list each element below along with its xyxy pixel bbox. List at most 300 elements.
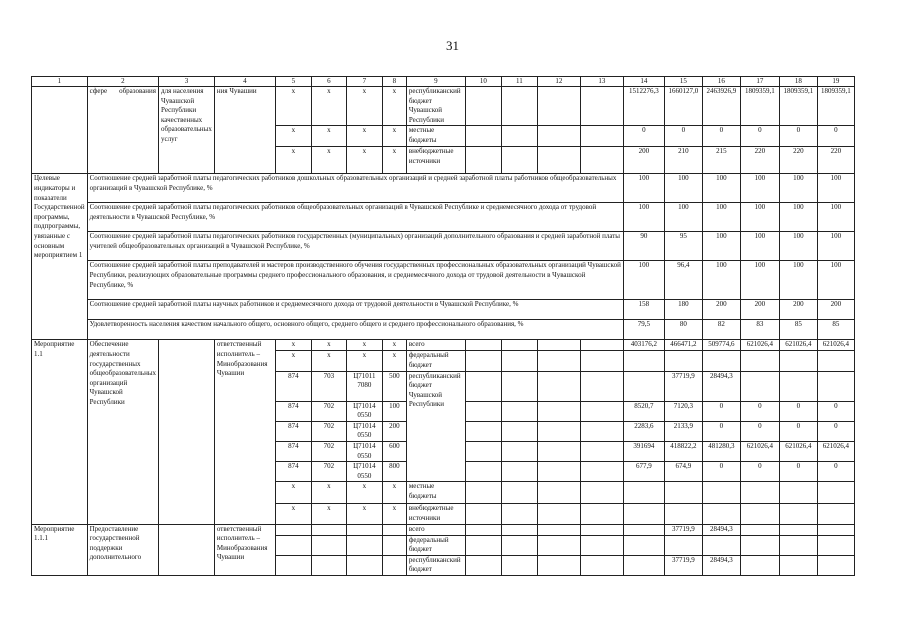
empty-cell <box>465 504 501 524</box>
indicator-text: Соотношение средней заработной платы педагогических работников дошкольных образовательных организаций и средней заработной платы работников общеобразовательных организаций в Чувашской Республике, % <box>87 174 623 203</box>
value-cell: 37719,9 <box>664 524 702 535</box>
empty-cell <box>537 87 580 126</box>
table-row <box>32 203 855 232</box>
measure-name: Предоставление государственной поддержки дополнительного <box>87 524 158 575</box>
empty-cell <box>501 524 537 535</box>
value-cell <box>623 504 664 524</box>
empty-cell <box>580 535 623 555</box>
value-cell: 100 <box>817 261 854 300</box>
value-cell <box>779 371 817 401</box>
budget-code: Ц71014 0550 <box>346 421 382 441</box>
value-cell: 100 <box>740 174 779 203</box>
budget-table <box>31 76 855 576</box>
value-cell: 100 <box>623 174 664 203</box>
empty-cell <box>580 441 623 461</box>
budget-code: 800 <box>382 462 406 482</box>
table-row <box>32 340 855 351</box>
column-number: 16 <box>702 77 740 87</box>
table-row <box>32 77 855 87</box>
empty-cell <box>465 441 501 461</box>
measure-name: Обеспечение деятельности государственных общеобразовательных организаций Чувашской Республики <box>87 340 158 524</box>
empty-cell <box>580 126 623 147</box>
empty-cell <box>465 555 501 575</box>
value-cell: 28494,3 <box>702 371 740 401</box>
value-cell: 621026,4 <box>779 340 817 351</box>
value-cell: 85 <box>817 320 854 340</box>
measure-label: Мероприятие 1.1.1 <box>32 524 88 575</box>
column-number: 7 <box>346 77 382 87</box>
value-cell <box>817 371 854 401</box>
value-cell: 1809359,1 <box>817 87 854 126</box>
budget-code: Ц71014 0550 <box>346 441 382 461</box>
empty-cell <box>580 340 623 351</box>
value-cell: 28494,3 <box>702 555 740 575</box>
value-cell: 0 <box>623 126 664 147</box>
value-cell <box>779 504 817 524</box>
budget-code: x <box>346 340 382 351</box>
value-cell <box>817 351 854 371</box>
empty-cell <box>537 401 580 421</box>
value-cell: 0 <box>779 421 817 441</box>
empty-cell <box>501 371 537 401</box>
funding-source: республиканский бюджет Чувашской Республики <box>406 87 465 126</box>
executor: ния Чувашии <box>214 87 275 174</box>
value-cell: 1660127,0 <box>664 87 702 126</box>
column-number: 8 <box>382 77 406 87</box>
empty-cell <box>465 401 501 421</box>
value-cell <box>740 351 779 371</box>
column-number: 2 <box>87 77 158 87</box>
value-cell: 95 <box>664 232 702 261</box>
executor: ответственный исполнитель – Минобразования Чувашии <box>214 340 275 524</box>
empty-cell <box>580 504 623 524</box>
empty-cell <box>465 462 501 482</box>
empty-cell <box>465 421 501 441</box>
value-cell <box>740 504 779 524</box>
empty-cell <box>537 126 580 147</box>
empty-cell <box>501 401 537 421</box>
measure-label: Мероприятие 1.1 <box>32 340 88 524</box>
empty-cell <box>501 535 537 555</box>
budget-code: x <box>275 126 311 147</box>
value-cell: 466471,2 <box>664 340 702 351</box>
value-cell: 100 <box>702 232 740 261</box>
value-cell: 1809359,1 <box>779 87 817 126</box>
budget-code: 874 <box>275 371 311 401</box>
value-cell: 220 <box>779 147 817 174</box>
budget-code: x <box>275 87 311 126</box>
budget-code: 500 <box>382 371 406 401</box>
empty-cell <box>465 87 501 126</box>
empty-cell <box>501 147 537 174</box>
budget-code: 100 <box>382 401 406 421</box>
empty-cell <box>537 371 580 401</box>
value-cell: 8520,7 <box>623 401 664 421</box>
budget-code: 200 <box>382 421 406 441</box>
empty-cell <box>311 555 346 575</box>
executor: ответственный исполнитель – Минобразования Чувашии <box>214 524 275 575</box>
funding-source: местные бюджеты <box>406 126 465 147</box>
column-number: 3 <box>159 77 215 87</box>
budget-code: x <box>382 87 406 126</box>
value-cell: 200 <box>702 300 740 320</box>
empty-cell <box>501 340 537 351</box>
value-cell <box>779 535 817 555</box>
table-row <box>32 524 855 535</box>
empty-cell <box>501 126 537 147</box>
empty-cell <box>32 87 88 174</box>
value-cell: 100 <box>664 174 702 203</box>
value-cell: 509774,6 <box>702 340 740 351</box>
value-cell <box>779 482 817 504</box>
budget-code: x <box>275 482 311 504</box>
budget-code: x <box>382 147 406 174</box>
empty-cell <box>537 441 580 461</box>
value-cell <box>740 524 779 535</box>
empty-cell <box>580 351 623 371</box>
empty-cell <box>580 524 623 535</box>
empty-cell <box>465 351 501 371</box>
value-cell: 100 <box>779 203 817 232</box>
budget-code: Ц71014 0550 <box>346 462 382 482</box>
empty-cell <box>275 535 311 555</box>
column-number: 11 <box>501 77 537 87</box>
budget-code: Ц71011 7080 <box>346 371 382 401</box>
budget-code: x <box>346 87 382 126</box>
value-cell <box>779 524 817 535</box>
value-cell: 0 <box>702 126 740 147</box>
value-cell: 2283,6 <box>623 421 664 441</box>
empty-cell <box>501 441 537 461</box>
funding-source: федеральный бюджет <box>406 535 465 555</box>
value-cell: 90 <box>623 232 664 261</box>
budget-code: x <box>311 147 346 174</box>
column-number: 17 <box>740 77 779 87</box>
empty-cell <box>501 87 537 126</box>
budget-code: x <box>346 504 382 524</box>
budget-code: x <box>311 340 346 351</box>
empty-cell <box>346 535 382 555</box>
value-cell: 100 <box>779 174 817 203</box>
value-cell: 0 <box>817 462 854 482</box>
value-cell <box>817 482 854 504</box>
value-cell: 0 <box>702 421 740 441</box>
empty-cell <box>311 524 346 535</box>
empty-cell <box>501 555 537 575</box>
empty-cell <box>382 555 406 575</box>
value-cell <box>740 535 779 555</box>
budget-code: x <box>382 126 406 147</box>
value-cell: 0 <box>664 126 702 147</box>
empty-cell <box>501 482 537 504</box>
empty-cell <box>501 462 537 482</box>
empty-cell <box>465 371 501 401</box>
value-cell: 100 <box>817 232 854 261</box>
value-cell <box>817 555 854 575</box>
empty-cell <box>537 555 580 575</box>
budget-code: x <box>346 351 382 371</box>
value-cell: 200 <box>623 147 664 174</box>
indicator-text: Соотношение средней заработной платы преподавателей и мастеров производственного обучения государственных профессиональных образовательных организаций Чувашской Республики, реализующих образовательные программы среднего профессионального образования, и среднемесячного дохода от трудовой деятельности в Чувашской Республике, % <box>87 261 623 300</box>
indicator-text: Соотношение средней заработной платы педагогических работников государственных (муниципальных) организаций дополнительного образования и средней заработной платы учителей общеобразовательных организаций в Чувашской Республике, % <box>87 232 623 261</box>
value-cell: 37719,9 <box>664 555 702 575</box>
value-cell <box>740 555 779 575</box>
value-cell: 100 <box>702 261 740 300</box>
value-cell: 100 <box>623 203 664 232</box>
value-cell: 677,9 <box>623 462 664 482</box>
value-cell <box>817 504 854 524</box>
value-cell <box>664 351 702 371</box>
empty-cell <box>580 147 623 174</box>
empty-cell <box>382 524 406 535</box>
value-cell: 82 <box>702 320 740 340</box>
value-cell: 0 <box>702 401 740 421</box>
empty-cell <box>159 524 215 575</box>
value-cell: 100 <box>664 203 702 232</box>
budget-code: Ц71014 0550 <box>346 401 382 421</box>
empty-cell <box>501 504 537 524</box>
column-number: 1 <box>32 77 88 87</box>
value-cell: 0 <box>779 126 817 147</box>
empty-cell <box>465 524 501 535</box>
budget-code: x <box>382 482 406 504</box>
value-cell: 0 <box>740 462 779 482</box>
value-cell: 220 <box>740 147 779 174</box>
budget-code: 874 <box>275 441 311 461</box>
value-cell: 0 <box>702 462 740 482</box>
budget-code: x <box>382 504 406 524</box>
column-number: 9 <box>406 77 465 87</box>
empty-cell <box>537 147 580 174</box>
table-row <box>32 87 855 126</box>
budget-code: x <box>346 126 382 147</box>
empty-cell <box>537 351 580 371</box>
table-row <box>32 320 855 340</box>
budget-code: 874 <box>275 462 311 482</box>
empty-cell <box>580 421 623 441</box>
value-cell: 621026,4 <box>817 340 854 351</box>
value-cell: 418822,2 <box>664 441 702 461</box>
value-cell <box>740 482 779 504</box>
value-cell: 158 <box>623 300 664 320</box>
empty-cell <box>275 555 311 575</box>
empty-cell <box>580 462 623 482</box>
value-cell: 1809359,1 <box>740 87 779 126</box>
value-cell: 0 <box>779 401 817 421</box>
funding-source: внебюджетные источники <box>406 147 465 174</box>
table-row <box>32 300 855 320</box>
column-number: 15 <box>664 77 702 87</box>
value-cell: 100 <box>740 232 779 261</box>
value-cell <box>623 351 664 371</box>
empty-cell <box>580 87 623 126</box>
budget-code: 702 <box>311 462 346 482</box>
value-cell: 210 <box>664 147 702 174</box>
column-number: 6 <box>311 77 346 87</box>
funding-source: внебюджетные источники <box>406 504 465 524</box>
value-cell: 0 <box>779 462 817 482</box>
budget-code: x <box>275 351 311 371</box>
budget-code: 702 <box>311 441 346 461</box>
budget-code: x <box>346 147 382 174</box>
column-number: 5 <box>275 77 311 87</box>
budget-code: x <box>346 482 382 504</box>
budget-code: x <box>382 351 406 371</box>
value-cell <box>664 504 702 524</box>
budget-code: x <box>275 147 311 174</box>
value-cell <box>817 535 854 555</box>
budget-code: x <box>311 504 346 524</box>
goal-text: для населения Чувашской Республики качественных образовательных услуг <box>159 87 215 174</box>
empty-cell <box>580 482 623 504</box>
value-cell: 180 <box>664 300 702 320</box>
funding-source: всего <box>406 340 465 351</box>
value-cell: 200 <box>779 300 817 320</box>
empty-cell <box>537 340 580 351</box>
value-cell <box>702 504 740 524</box>
value-cell: 220 <box>817 147 854 174</box>
budget-code: 874 <box>275 421 311 441</box>
value-cell: 0 <box>740 421 779 441</box>
value-cell: 621026,4 <box>779 441 817 461</box>
value-cell <box>817 524 854 535</box>
empty-cell <box>580 371 623 401</box>
value-cell: 0 <box>817 126 854 147</box>
empty-cell <box>537 504 580 524</box>
value-cell: 100 <box>702 203 740 232</box>
funding-source: республиканский бюджет <box>406 555 465 575</box>
budget-code: x <box>311 87 346 126</box>
budget-code: 703 <box>311 371 346 401</box>
value-cell: 200 <box>740 300 779 320</box>
value-cell <box>702 535 740 555</box>
funding-source: федеральный бюджет <box>406 351 465 371</box>
value-cell: 28494,3 <box>702 524 740 535</box>
indicator-text: Удовлетворенность населения качеством начального общего, основного общего, среднего общего и среднего профессионального образования, % <box>87 320 623 340</box>
table-row <box>32 261 855 300</box>
value-cell <box>664 535 702 555</box>
budget-code: 874 <box>275 401 311 421</box>
funding-source: республиканский бюджет Чувашской Республики <box>406 371 465 482</box>
value-cell: 100 <box>779 232 817 261</box>
empty-cell <box>275 524 311 535</box>
empty-cell <box>465 535 501 555</box>
value-cell: 481280,3 <box>702 441 740 461</box>
column-number: 13 <box>580 77 623 87</box>
value-cell: 100 <box>740 261 779 300</box>
value-cell: 200 <box>817 300 854 320</box>
value-cell <box>623 371 664 401</box>
table-row <box>32 174 855 203</box>
value-cell: 100 <box>623 261 664 300</box>
empty-cell <box>346 524 382 535</box>
budget-code: x <box>311 482 346 504</box>
empty-cell <box>537 482 580 504</box>
value-cell: 0 <box>740 126 779 147</box>
column-number: 19 <box>817 77 854 87</box>
indicators-label: Целевые индикаторы и показатели Государственной программы, подпрограммы, увязанные с основным мероприятием 1 <box>32 174 88 340</box>
budget-code: x <box>275 340 311 351</box>
indicator-text: Соотношение средней заработной платы научных работников и среднемесячного дохода от трудовой деятельности в Чувашской Республике, % <box>87 300 623 320</box>
value-cell: 215 <box>702 147 740 174</box>
empty-cell <box>346 555 382 575</box>
value-cell <box>623 555 664 575</box>
empty-cell <box>537 524 580 535</box>
empty-cell <box>382 535 406 555</box>
value-cell: 96,4 <box>664 261 702 300</box>
budget-code: 600 <box>382 441 406 461</box>
value-cell <box>779 351 817 371</box>
value-cell: 100 <box>702 174 740 203</box>
value-cell: 85 <box>779 320 817 340</box>
budget-code: x <box>382 340 406 351</box>
value-cell: 391694 <box>623 441 664 461</box>
empty-cell <box>465 126 501 147</box>
value-cell: 0 <box>817 401 854 421</box>
value-cell <box>623 482 664 504</box>
empty-cell <box>580 555 623 575</box>
funding-source: всего <box>406 524 465 535</box>
budget-code: x <box>311 351 346 371</box>
budget-code: x <box>311 126 346 147</box>
value-cell: 2133,9 <box>664 421 702 441</box>
column-number: 12 <box>537 77 580 87</box>
event-name: сфере образования <box>87 87 158 174</box>
value-cell: 100 <box>740 203 779 232</box>
value-cell: 621026,4 <box>740 340 779 351</box>
column-number: 18 <box>779 77 817 87</box>
value-cell: 7120,3 <box>664 401 702 421</box>
empty-cell <box>465 482 501 504</box>
empty-cell <box>537 535 580 555</box>
table-row <box>32 232 855 261</box>
budget-code: x <box>275 504 311 524</box>
value-cell: 37719,9 <box>664 371 702 401</box>
value-cell <box>623 524 664 535</box>
value-cell: 674,9 <box>664 462 702 482</box>
indicator-text: Соотношение средней заработной платы педагогических работников общеобразовательных организаций в Чувашской Республике и среднемесячного дохода от трудовой деятельности в Чувашской Республике, % <box>87 203 623 232</box>
funding-source: местные бюджеты <box>406 482 465 504</box>
budget-code: 702 <box>311 421 346 441</box>
value-cell: 0 <box>817 421 854 441</box>
value-cell: 100 <box>779 261 817 300</box>
empty-cell <box>465 340 501 351</box>
value-cell: 2463926,9 <box>702 87 740 126</box>
value-cell: 1512276,3 <box>623 87 664 126</box>
column-number: 10 <box>465 77 501 87</box>
value-cell: 83 <box>740 320 779 340</box>
empty-cell <box>580 401 623 421</box>
empty-cell <box>311 535 346 555</box>
empty-cell <box>537 462 580 482</box>
value-cell: 100 <box>817 174 854 203</box>
column-number: 4 <box>214 77 275 87</box>
value-cell <box>702 351 740 371</box>
value-cell <box>779 555 817 575</box>
empty-cell <box>537 421 580 441</box>
value-cell: 79,5 <box>623 320 664 340</box>
empty-cell <box>501 351 537 371</box>
empty-cell <box>159 340 215 524</box>
value-cell: 0 <box>740 401 779 421</box>
page-number: 31 <box>446 38 459 53</box>
budget-code: 702 <box>311 401 346 421</box>
value-cell <box>702 482 740 504</box>
column-number: 14 <box>623 77 664 87</box>
empty-cell <box>465 147 501 174</box>
empty-cell <box>501 421 537 441</box>
value-cell: 403176,2 <box>623 340 664 351</box>
